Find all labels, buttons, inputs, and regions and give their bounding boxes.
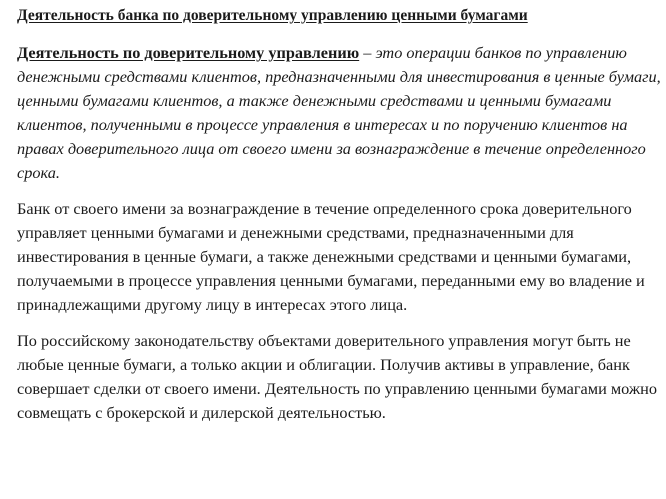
definition-paragraph (17, 41, 662, 184)
document-title: Деятельность банка по доверительному управлению ценными бумагами (17, 7, 528, 24)
paragraph-2: Банк от своего имени за вознаграждение в течение определенного срока доверительного управляет ценными бумагами и денежными средствами, предназначенными для инвестирования в ценные бумаги, а также денежными средствами и ценными бумагами, получаемыми в процессе управления ценными бумагами, переданными ему во владение и принадлежащими другому лицу в интересах этого лица. (17, 199, 645, 315)
document-page (17, 4, 662, 425)
definition-body: – это операции банков по управлению денежными средствами клиентов, предназначенными для инвестирования в ценные бумаги, ценными бумагами клиентов, а также денежными средствами и ценными бумагами клиентов, полученными в процессе управления в интересах и по поручению клиентов на правах доверительного лица от своего имени за вознаграждение в течение определенного срока. (17, 43, 661, 182)
definition-term: Деятельность по доверительному управлению (17, 43, 360, 62)
paragraph-3: По российскому законодательству объектами доверительного управления могут быть не любые ценные бумаги, а только акции и облигации. Получив активы в управление, банк совершает сделки от своего имени. Деятельность по управлению ценными бумагами можно совмещать с брокерской и дилерской деятельностью. (17, 330, 657, 422)
